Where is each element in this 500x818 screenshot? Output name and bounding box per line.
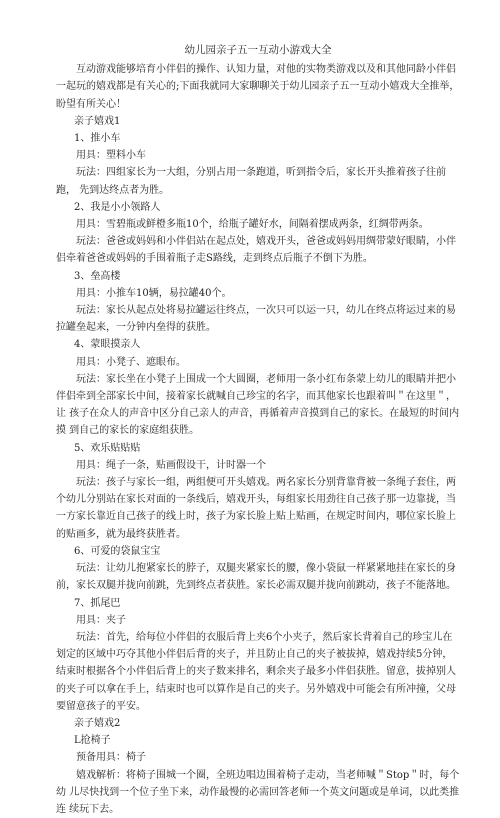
game-play: 玩法：让幼儿抱紧家长的脖子，双腿夹紧家长的腰，像小袋鼠一样紧紧地挂在家长的身 前，家长双腿并拢向前跳，先到终点者获胜。家长必需双腿并拢向前跳动，孩子不能落地。 — [56, 563, 456, 592]
game-title: 6、可爱的袋鼠宝宝 — [74, 545, 161, 557]
game-play: 玩法：孩子与家长一组，两组便可开头嬉戏。两名家长分别背靠背被一条绳子套住，两 个幼儿分别站在家长对面的一条线后，嬉戏开头，每组家长用劲往自己孩子那一边靠拢，当 一方家长靠近自己孩子的线上时，孩子为家长脸上贴上贴画，在规定时间内，哪位家长脸上 的贴画多，就为最终获胜者。 — [56, 477, 456, 540]
game-title: 5、欢乐贴贴贴 — [74, 442, 141, 454]
game-title: 4、蒙眼摸亲人 — [74, 339, 141, 351]
game-title: L抢椅子 — [74, 735, 111, 747]
game-title: 1、推小车 — [74, 133, 121, 145]
game-play: 玩法：爸爸或妈妈和小伴侣站在起点处，嬉戏开头，爸爸或妈妈用绸带蒙好眼睛，小伴 侣牵着爸爸或妈妈的手围着瓶子走S路线，走到终点后瓶子不倒下为胜。 — [56, 236, 456, 265]
game-tools: 用具：小凳子、遮眼布。 — [76, 356, 186, 368]
game-title: 2、我是小小领路人 — [74, 201, 161, 213]
section-heading: 亲子嬉戏2 — [74, 717, 121, 729]
game-tools: 用具：绳子一条，贴画假设干，计时器一个 — [76, 459, 266, 471]
game-tools: 用具：小推车10辆，易拉罐40个。 — [76, 287, 232, 299]
game-play: 玩法：首先，给每位小伴侣的衣服后背上夹6个小夹子，然后家长背着自己的珍宝儿在 划定的区域中巧夺其他小伴侣后背的夹子，并且防止自己的夹子被拔掉，嬉戏持续5分钟， 结束时根据各个小伴侣后背上的夹子数来排名，剩余夹子最多小伴侣获胜。留意，拔掉别人 的夹子可以拿在手上，结束时也可以算作是自己的夹子。另外嬉戏中可能会有所冲撞，父母 要留意孩子的平安。 — [56, 631, 456, 712]
game-title: 3、垒高楼 — [74, 270, 121, 282]
game-tools: 用具：夹子 — [76, 614, 126, 626]
game-play: 玩法：家长从起点处将易拉罐运往终点，一次只可以运一只，幼儿在终点将运过来的易 拉罐垒起来，一分钟内垒得的获胜。 — [56, 305, 456, 334]
intro-paragraph: 互动游戏能够培育小伴侣的操作、认知力量，对他的实物类游戏以及和其他同龄小伴侣一起玩的嬉戏都是有关心的;下面我就同大家聊聊关于幼儿园亲子五一互动小嬉戏大全推举，盼望有所关心！ — [56, 64, 460, 110]
game-play: 嬉戏解析：将椅子围城一个圈，全班边唱边围着椅子走动，当老师喊＂Stop＂时，每个幼 儿尽快找到一个位子坐下来，动作最慢的必需回答老师一个英文问题或是单词，以此类推连 续玩下去。 — [56, 769, 460, 815]
game-play: 玩法：四组家长为一大组，分别占用一条跑道，听到指令后，家长开头推着孩子往前跑， 先到达终点者为胜。 — [56, 167, 446, 196]
game-play: 玩法：家长坐在小凳子上围成一个大圆圈，老师用一条小红布条蒙上幼儿的眼睛并把小 伴侣牵到全部家长中间，接着家长就喊自己珍宝的名字，而其他家长也跟着叫＂在这里＂，让 孩子在众人的声音中区分自己亲人的声音，再循着声音摸到自己的家长。在最短的时间内摸 到自己的家长的家庭组获胜。 — [56, 373, 460, 437]
game-title: 7、抓尾巴 — [74, 597, 121, 609]
game-tools: 预备用具：椅子 — [76, 752, 146, 764]
section-heading: 亲子嬉戏1 — [74, 115, 121, 127]
game-tools: 用具：塑料小车 — [76, 150, 146, 162]
game-tools: 用具：雪碧瓶或鲜橙多瓶10个，给瓶子罐好水，间隔着摆成两条，红绸带两条。 — [76, 219, 429, 231]
document-title: 幼儿园亲子五一互动小游戏大全 — [184, 44, 332, 56]
